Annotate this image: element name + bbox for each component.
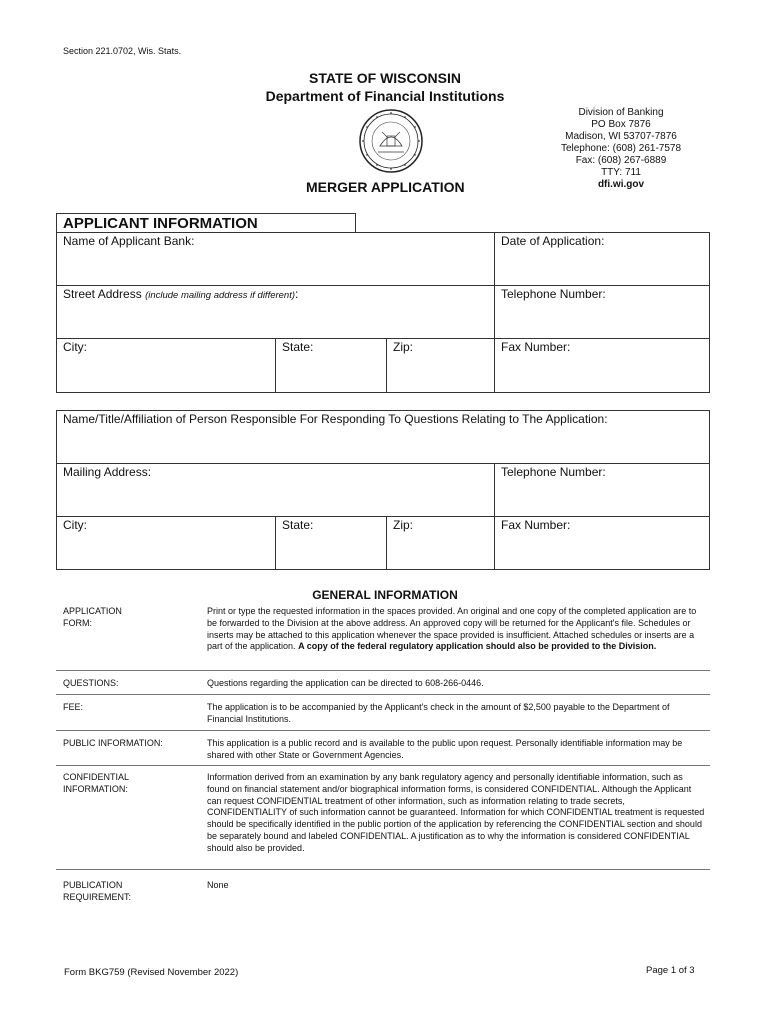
state-heading: STATE OF WISCONSIN — [309, 70, 461, 86]
applicant-state-label: State: — [282, 340, 314, 354]
contact-fax-label: Fax Number: — [501, 518, 571, 532]
division-telephone: Telephone: (608) 261-7578 — [560, 143, 682, 154]
applicant-bank-name-field[interactable] — [63, 234, 194, 248]
fee-text: The application is to be accompanied by the Applicant's check in the amount of $2,500 payable to the Department of Financial Institutions. — [207, 702, 670, 724]
general-info-title: GENERAL INFORMATION — [312, 588, 458, 602]
contact-telephone-label: Telephone Number: — [501, 465, 606, 479]
division-tty: TTY: 711 — [601, 167, 641, 178]
contact-zip-label: Zip: — [393, 518, 414, 532]
applicant-zip-field[interactable] — [393, 340, 413, 354]
division-name: Division of Banking — [578, 107, 664, 118]
application-form-key-1: APPLICATION — [63, 606, 122, 616]
applicant-bank-name-label: Name of Applicant Bank: — [63, 234, 195, 248]
contact-person-field[interactable] — [63, 412, 608, 426]
contact-city-label: City: — [63, 518, 87, 532]
application-form-bold-text: A copy of the federal regulatory application should also be provided to the Division. — [298, 641, 657, 652]
applicant-section-title: APPLICANT INFORMATION — [56, 213, 356, 232]
applicant-zip-label: Zip: — [393, 340, 414, 354]
contact-info-table — [56, 410, 710, 570]
publication-key-1: PUBLICATION — [63, 880, 123, 890]
publication-text: None — [207, 880, 229, 890]
applicant-street-colon: : — [295, 287, 299, 301]
application-date-label: Date of Application: — [501, 234, 605, 248]
contact-mailing-label: Mailing Address: — [63, 465, 152, 479]
contact-zip-field[interactable] — [393, 518, 413, 532]
division-po-box: PO Box 7876 — [591, 119, 651, 130]
division-website: dfi.wi.gov — [597, 179, 645, 190]
applicant-street-note: (include mailing address if different) — [145, 290, 296, 301]
division-fax: Fax: (608) 267-6889 — [575, 155, 667, 166]
applicant-fax-label: Fax Number: — [501, 340, 571, 354]
applicant-city-label: City: — [63, 340, 87, 354]
applicant-street-label: Street Address — [63, 287, 142, 301]
contact-mailing-field[interactable] — [63, 465, 151, 479]
contact-person-label: Name/Title/Affiliation of Person Responsible For Responding To Questions Relating to The Application: — [63, 412, 608, 426]
form-id: Form BKG759 (Revised November 2022) — [64, 967, 239, 978]
state-seal-icon — [358, 108, 424, 174]
application-form-row — [63, 606, 713, 668]
contact-state-label: State: — [282, 518, 314, 532]
publication-key-2: REQUIREMENT: — [63, 891, 132, 902]
confidential-key-1: CONFIDENTIAL — [63, 772, 130, 782]
division-city: Madison, WI 53707-7876 — [565, 131, 677, 142]
applicant-state-field[interactable] — [282, 340, 313, 354]
applicant-fax-field[interactable] — [501, 340, 570, 354]
questions-text: Questions regarding the application can be directed to 608-266-0446. — [207, 678, 484, 688]
department-heading: Department of Financial Institutions — [265, 88, 505, 104]
applicant-city-field[interactable] — [63, 340, 87, 354]
questions-key: QUESTIONS: — [63, 678, 119, 688]
public-info-key: PUBLIC INFORMATION: — [63, 738, 163, 748]
application-date-field[interactable] — [501, 234, 604, 248]
contact-telephone-field[interactable] — [501, 465, 606, 479]
applicant-telephone-label: Telephone Number: — [501, 287, 606, 301]
applicant-street-field[interactable] — [63, 287, 298, 301]
division-address — [544, 107, 698, 191]
applicant-info-table — [56, 232, 710, 393]
applicant-telephone-field[interactable] — [501, 287, 606, 301]
application-form-text: Print or type the requested information in the spaces provided. An original and one copy of the completed application are to be forwarded to the Division at the above address. An approved copy will be returned for the Applicant's file. Schedules or inserts may be attached to this application whenever the space provided is insufficient. Attached schedules or inserts are a part of the application. — [207, 606, 697, 652]
public-info-text: This application is a public record and is available to the public upon request. Personally identifiable information may be shared with other State or Government Agencies. — [207, 738, 683, 760]
form-title: MERGER APPLICATION — [306, 179, 465, 195]
application-form-key-2: FORM: — [63, 617, 92, 628]
contact-fax-field[interactable] — [501, 518, 570, 532]
page-number: Page 1 of 3 — [646, 965, 695, 976]
confidential-key-2: INFORMATION: — [63, 783, 128, 794]
contact-state-field[interactable] — [282, 518, 313, 532]
confidential-text: Information derived from an examination by any bank regulatory agency and personally identifiable information, such as found on financial statement and/or biographical information forms, is considered CONFIDENTIAL. Although the Applicant can request CONFIDENTIAL treatment of other information, such as information relating to trade secrets, CONFIDENTIALITY of such information cannot be guaranteed. Information for which CONFIDENTIAL treatment is requested should be specifically identified in the public portion of the application by referencing the CONFIDENTIAL section and should be separately bound and labeled CONFIDENTIAL. A justification as to why the information is considered CONFIDENTIAL should also be provided. — [207, 772, 705, 853]
contact-city-field[interactable] — [63, 518, 87, 532]
statute-reference: Section 221.0702, Wis. Stats. — [63, 46, 182, 56]
fee-key: FEE: — [63, 702, 84, 712]
